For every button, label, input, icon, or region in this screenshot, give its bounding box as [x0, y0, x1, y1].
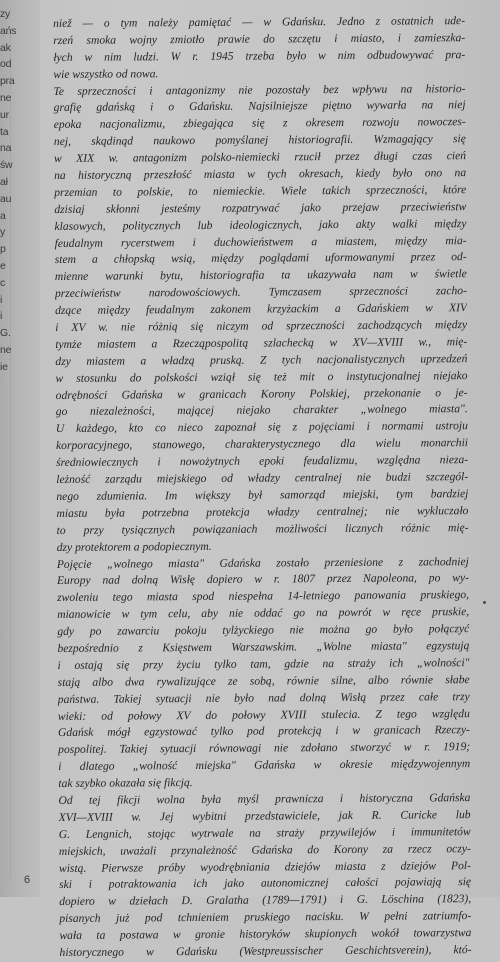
text-line: dzące między feudalnym zakonem krzyżackim a Gdańskiem w XIV [55, 301, 468, 318]
text-line: G. Lengnich, stojąc wytrwale na straży przywilejów i immunitetów [58, 824, 471, 841]
text-line: stają albo dwa rywalizujące ze sobą, równie silne, albo równie słabe [57, 672, 470, 689]
text-line: Europy nad dolną Wisłę dopiero w r. 1807 przez Napoleona, po wy- [56, 571, 469, 588]
text-line: go niezależności, mającej niejako charakter „wolnego miasta". [55, 402, 468, 419]
text-line: niež — o tym należy pamiętać — w Gdańsku. Jedno z ostatnich ude- [53, 14, 466, 30]
text-line: przemian to polskie, to niemieckie. Wiele takich sprzeczności, które [54, 183, 467, 199]
text-line: stem a chłopską wsią, między poglądami uformowanymi przez od- [54, 250, 467, 267]
text-line: średniowiecznych i nowożytnych epoki feudalizmu, względna nieza- [56, 453, 469, 470]
text-line: feudalnym rycerstwem i duchowieństwem a miastem, między mia- [54, 233, 467, 250]
margin-fragment: pra [0, 75, 15, 88]
margin-fragment: y [0, 226, 6, 239]
margin-fragment: ta [0, 125, 9, 138]
text-line: miastu była potrzebna protekcja władzy centralnej; nie wykluczało [56, 503, 469, 520]
text-line: w stosunku do polskości wziął się też mit o instytucjonalnej niejako [55, 368, 468, 385]
opposite-page-margin-fragments [0, 6, 16, 376]
text-line: mienne warunki bytu, historiografia ta ukazywała nam w świetle [54, 267, 467, 284]
margin-fragment: od [0, 58, 12, 71]
margin-fragment: św [0, 159, 13, 172]
text-line: to przy tysiącznych powiązaniach możliwości licznych różnic mię- [56, 520, 469, 537]
text-line: rzeń smoka wojny zmiotło prawie do szczętu i miasto, i zamieszka- [53, 31, 466, 47]
text-line: dzy protektorem a podopiecznym. [56, 539, 212, 554]
text-line: wistą. Pierwsze próby wyodrębniania dziejów miasta z dziejów Pol- [58, 858, 471, 875]
text-line: dopiero w dziełach D. Gralatha (1789—1791) i G. Löschina (1823), [59, 892, 472, 909]
text-line: wała ta postawa w gronie historyków skupionych wokół towarzystwa [59, 926, 472, 943]
margin-fragment: na [0, 142, 12, 155]
text-line: Gdańsk mógł egzystować tylko pod protekcją i w granicach Rzeczy- [57, 723, 471, 740]
text-line: tymże miastem a Rzecząpospolitą szlachecką w XV—XVIII w., mię- [55, 335, 468, 351]
text-line: Pojęcie „wolnego miasta" Gdańska zostało przeniesione z zachodniej [56, 554, 469, 571]
text-line: dzisiaj skłonni jesteśmy rozpatrywać jako przejaw przeciwieństw [54, 199, 467, 216]
text-line: U każdego, kto co nieco zapoznał się z pojęciami i normami ustroju [55, 419, 468, 436]
margin-fragment: ał [0, 175, 8, 188]
margin-fragment: e [0, 259, 6, 272]
text-line: pisanych już pod tchnieniem pruskiego nacisku. W pełni zatriumfo- [59, 909, 472, 926]
text-line: łych w nim ludzi. W r. 1945 trzeba było w nim odbudowywać pra- [53, 47, 466, 64]
margin-fragment: ie [0, 360, 8, 373]
text-line: dzy miastem a władzą pruską. Z tych nacjonalistycznych uprzedzeń [55, 351, 468, 368]
margin-fragment: a [0, 209, 6, 222]
text-line: przeciwieństw narodowościowych. Tymczasem sprzeczności zacho- [54, 284, 467, 301]
text-line: odrębności Gdańska w granicach Korony Polskiej, przekonanie o je- [55, 385, 468, 402]
text-line: nego zdumienia. Im większy był samorząd miejski, tym bardziej [56, 487, 469, 503]
text-line: epoka nacjonalizmu, zbiegająca się z okresem rozwoju nowoczes- [53, 115, 466, 132]
margin-fragment: au [0, 192, 12, 205]
margin-fragment: ne [0, 343, 12, 356]
text-line: tak szybko okazała się fikcją. [58, 776, 193, 791]
text-line: wie wszystko od nowa. [53, 66, 159, 81]
text-line: miejskich, uważali przynależność Gdańska do Korony za rzecz oczy- [58, 841, 471, 858]
margin-fragment: i [0, 293, 3, 306]
text-line: zwoleniu tego miasta spod niespełna 14-letniego panowania pruskiego, [57, 588, 470, 605]
margin-fragment: c [0, 276, 6, 289]
text-line: grafię gdańską i o Gdańsku. Najsilniejsze piętno wywarła na niej [53, 98, 466, 115]
text-line: mianowicie w tym celu, aby nie oddać go na powrót w ręce pruskie, [57, 605, 470, 622]
margin-fragment: G. [0, 327, 11, 340]
text-line: i ostają się przy życiu tylko tam, gdzie na straży ich „wolności" [57, 655, 470, 672]
margin-fragment: i [0, 310, 3, 323]
dust-speck [483, 601, 486, 604]
body-text [53, 13, 472, 962]
text-line: leżność zarządu miejskiego od władzy centralnej nie budzi szczegól- [56, 470, 469, 487]
text-line: wieki: od połowy XV do połowy XVIII stulecia. Z tego względu [57, 706, 470, 723]
margin-fragment: ur [0, 108, 9, 121]
text-line: i XV w. nie różnią się niczym od sprzeczności zachodzących między [55, 318, 468, 335]
text-line: pospolitej. Takiej sytuacji równowagi nie zdołano stworzyć w r. 1919; [58, 740, 471, 757]
margin-fragment: p [0, 243, 6, 256]
text-line: na historyczną przeszłość miasta w tych okresach, kiedy było ono na [54, 166, 467, 183]
text-line: XVI—XVIII w. Jej wybitni przedstawiciele, jak R. Curicke lub [58, 807, 471, 824]
text-line: nej, skądinąd naukowo pomyślanej historiografii. Wzmagający się [53, 132, 466, 149]
text-line: Od tej fikcji wolna była myśl prawnicza i historyczna Gdańska [58, 791, 471, 807]
text-line: korporacyjnego, stanowego, charakterystycznego dla wielu monarchii [55, 436, 469, 453]
margin-fragment: zy [0, 8, 11, 20]
margin-fragment: ak [0, 41, 11, 54]
text-line: gdy po zawarciu pokoju tylżyckiego nie można go było połączyć [57, 622, 470, 639]
text-line: w XIX w. antagonizm polsko-niemiecki rzucił przez długi czas cień [53, 149, 467, 166]
text-line: klasowych, politycznych lub ideologicznych, jako akty walki między [54, 216, 467, 233]
text-line: bezpośrednio z Księstwem Warszawskim. „Wolne miasta" egzystują [57, 639, 470, 655]
text-line: i dlatego „wolność miejska" Gdańska w okresie międzywojennym [58, 757, 471, 774]
text-line: państwa. Takiej sytuacji nie było nad dolną Wisłą przez całe trzy [57, 689, 470, 706]
text-line: historycznego w Gdańsku (Westpreussischer Geschichtsverein), któ- [59, 943, 472, 959]
margin-fragment: ne [0, 91, 12, 104]
text-line: Te sprzeczności i antagonizmy nie pozostały bez wpływu na historio- [53, 81, 466, 98]
page-number: 6 [24, 874, 31, 886]
margin-fragment: ańs [0, 24, 16, 37]
text-line: ski i potraktowania ich jako autonomicznej całości pojawiają się [59, 875, 472, 892]
